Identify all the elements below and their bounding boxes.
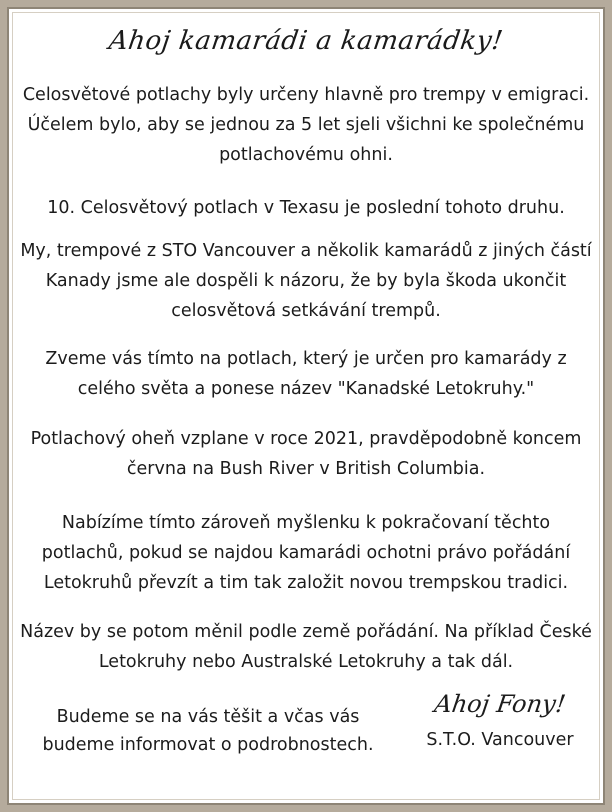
paragraph-5: Potlachový oheň vzplane v roce 2021, pravděpodobně koncem června na Bush River v British Columbia. — [30, 429, 582, 479]
closing-text: Budeme se na vás těšit a včas vás budeme informovat o podrobnostech. — [42, 707, 374, 755]
signature-org: S.T.O. Vancouver — [426, 730, 574, 750]
paragraph-3: My, trempové z STO Vancouver a několik kamarádů z jiných částí Kanady jsme ale dospěli k názoru, že by byla škoda ukončit celosvětová setkávání trempů. — [20, 241, 592, 321]
paragraph-6: Nabízíme tímto zároveň myšlenku k pokračovaní těchto potlachů, pokud se najdou kamarádi ochotni právo pořádání Letokruhů převzít a tim tak založit novou trempskou tradici. — [41, 513, 571, 593]
signature-name: Ahoj Fony! — [432, 690, 568, 718]
paragraph-2: 10. Celosvětový potlach v Texasu je poslední tohoto druhu. — [47, 198, 565, 218]
paragraph-4: Zveme vás tímto na potlach, který je určen pro kamarády z celého světa a ponese název "Kanadské Letokruhy." — [45, 349, 567, 399]
paragraph-1: Celosvětové potlachy byly určeny hlavně pro trempy v emigraci. Účelem bylo, aby se jednou za 5 let sjeli všichni ke společnému potlachovému ohni. — [22, 85, 590, 165]
greeting-heading: Ahoj kamarádi a kamarádky! — [107, 26, 505, 56]
paragraph-7: Název by se potom měnil podle země pořádání. Na příklad České Letokruhy nebo Australské Letokruhy a tak dál. — [20, 622, 592, 672]
